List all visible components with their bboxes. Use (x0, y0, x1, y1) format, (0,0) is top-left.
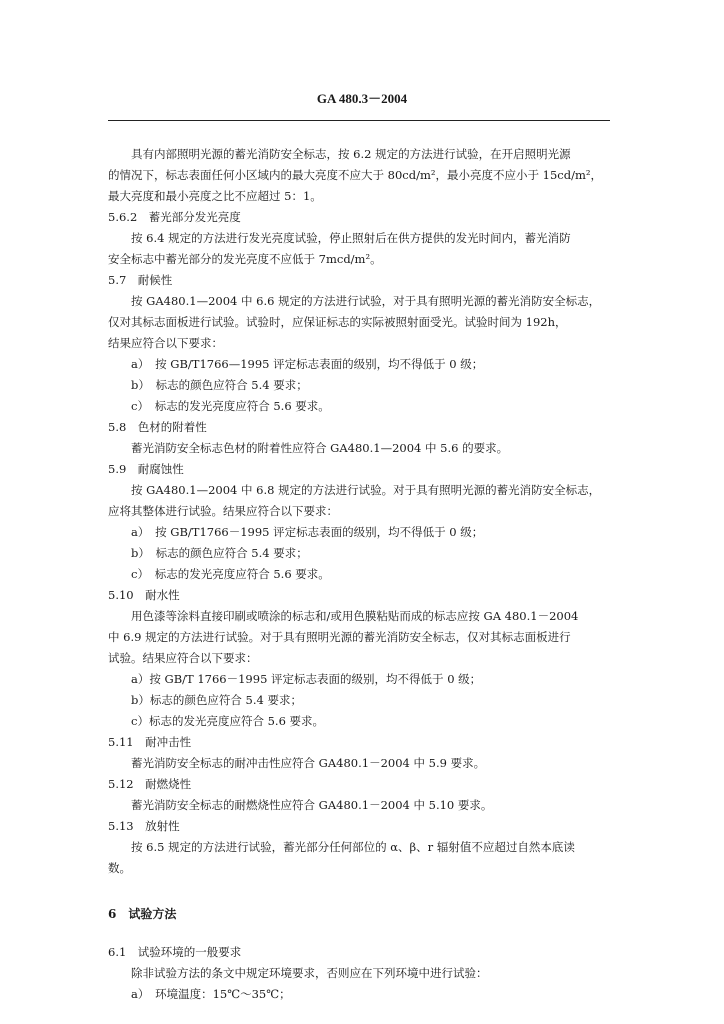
paragraph-line: 的情况下，标志表面任何小区域内的最大亮度不应大于 80cd/m²，最小亮度不应小于 15cd/m²， (108, 168, 602, 182)
list-item: b）标志的颜色应符合 5.4 要求； (131, 693, 302, 707)
list-item: c） 标志的发光亮度应符合 5.6 要求。 (131, 399, 330, 413)
paragraph-line: 中 6.9 规定的方法进行试验。对于具有照明光源的蓄光消防安全标志，仅对其标志面板进行 (108, 630, 571, 644)
clause-heading: 5.13 放射性 (108, 819, 180, 833)
list-item: c） 标志的发光亮度应符合 5.6 要求。 (131, 567, 330, 581)
section-heading: 6 试验方法 (108, 907, 177, 921)
spacer (108, 925, 614, 942)
paragraph-line: 按 6.4 规定的方法进行发光亮度试验，停止照射后在供方提供的发光时间内，蓄光消防 (131, 231, 571, 245)
clause-heading: 5.9 耐腐蚀性 (108, 462, 184, 476)
clause-heading: 5.7 耐候性 (108, 273, 173, 287)
paragraph-line: 试验。结果应符合以下要求： (108, 651, 258, 665)
clause-heading: 5.6.2 蓄光部分发光亮度 (108, 210, 241, 224)
paragraph-line: 仅对其标志面板进行试验。试验时，应保证标志的实际被照射面受光。试验时间为 192h， (108, 315, 567, 329)
document-body (108, 144, 614, 1005)
list-item: a） 按 GB/T1766－1995 评定标志表面的级别，均不得低于 0 级； (131, 525, 484, 539)
header-rule (108, 120, 610, 121)
paragraph-line: 蓄光消防安全标志色材的附着性应符合 GA480.1—2004 中 5.6 的要求。 (131, 441, 509, 455)
paragraph-line: 最大亮度和最小亮度之比不应超过 5：1。 (108, 189, 322, 203)
clause-heading: 5.10 耐水性 (108, 588, 180, 602)
clause-heading: 5.12 耐燃烧性 (108, 777, 192, 791)
clause-heading: 5.11 耐冲击性 (108, 735, 192, 749)
list-item: a）按 GB/T 1766－1995 评定标志表面的级别，均不得低于 0 级； (131, 672, 482, 686)
paragraph-line: 蓄光消防安全标志的耐冲击性应符合 GA480.1－2004 中 5.9 要求。 (131, 756, 486, 770)
clause-heading: 6.1 试验环境的一般要求 (108, 945, 242, 959)
list-item: b） 标志的颜色应符合 5.4 要求； (131, 546, 308, 560)
list-item: b） 标志的颜色应符合 5.4 要求； (131, 378, 308, 392)
page-header-title: GA 480.3－2004 (316, 91, 408, 106)
paragraph-line: 按 GA480.1—2004 中 6.8 规定的方法进行试验。对于具有照明光源的蓄光消防安全标志， (131, 483, 601, 497)
paragraph-line: 蓄光消防安全标志的耐燃烧性应符合 GA480.1－2004 中 5.10 要求。 (131, 798, 493, 812)
paragraph-line: 具有内部照明光源的蓄光消防安全标志，按 6.2 规定的方法进行试验，在开启照明光源 (131, 147, 571, 161)
spacer (108, 879, 614, 904)
paragraph-line: 按 GA480.1—2004 中 6.6 规定的方法进行试验，对于具有照明光源的蓄光消防安全标志， (131, 294, 601, 308)
list-item: a） 环境温度：15℃～35℃； (131, 987, 291, 1001)
paragraph-line: 用色漆等涂料直接印刷或喷涂的标志和/或用色膜粘贴而成的标志应按 GA 480.1－2004 (131, 609, 579, 623)
paragraph-line: 数。 (108, 861, 131, 875)
list-item: a） 按 GB/T1766—1995 评定标志表面的级别，均不得低于 0 级； (131, 357, 484, 371)
paragraph-line: 按 6.5 规定的方法进行试验，蓄光部分任何部位的 α、β、r 辐射值不应超过自然本底读 (131, 840, 575, 854)
paragraph-line: 安全标志中蓄光部分的发光亮度不应低于 7mcd/m²。 (108, 252, 382, 266)
paragraph-line: 除非试验方法的条文中规定环境要求，否则应在下列环境中进行试验： (131, 966, 488, 980)
list-item: c）标志的发光亮度应符合 5.6 要求。 (131, 714, 325, 728)
paragraph-line: 应将其整体进行试验。结果应符合以下要求： (108, 504, 338, 518)
clause-heading: 5.8 色材的附着性 (108, 420, 207, 434)
paragraph-line: 结果应符合以下要求： (108, 336, 223, 350)
